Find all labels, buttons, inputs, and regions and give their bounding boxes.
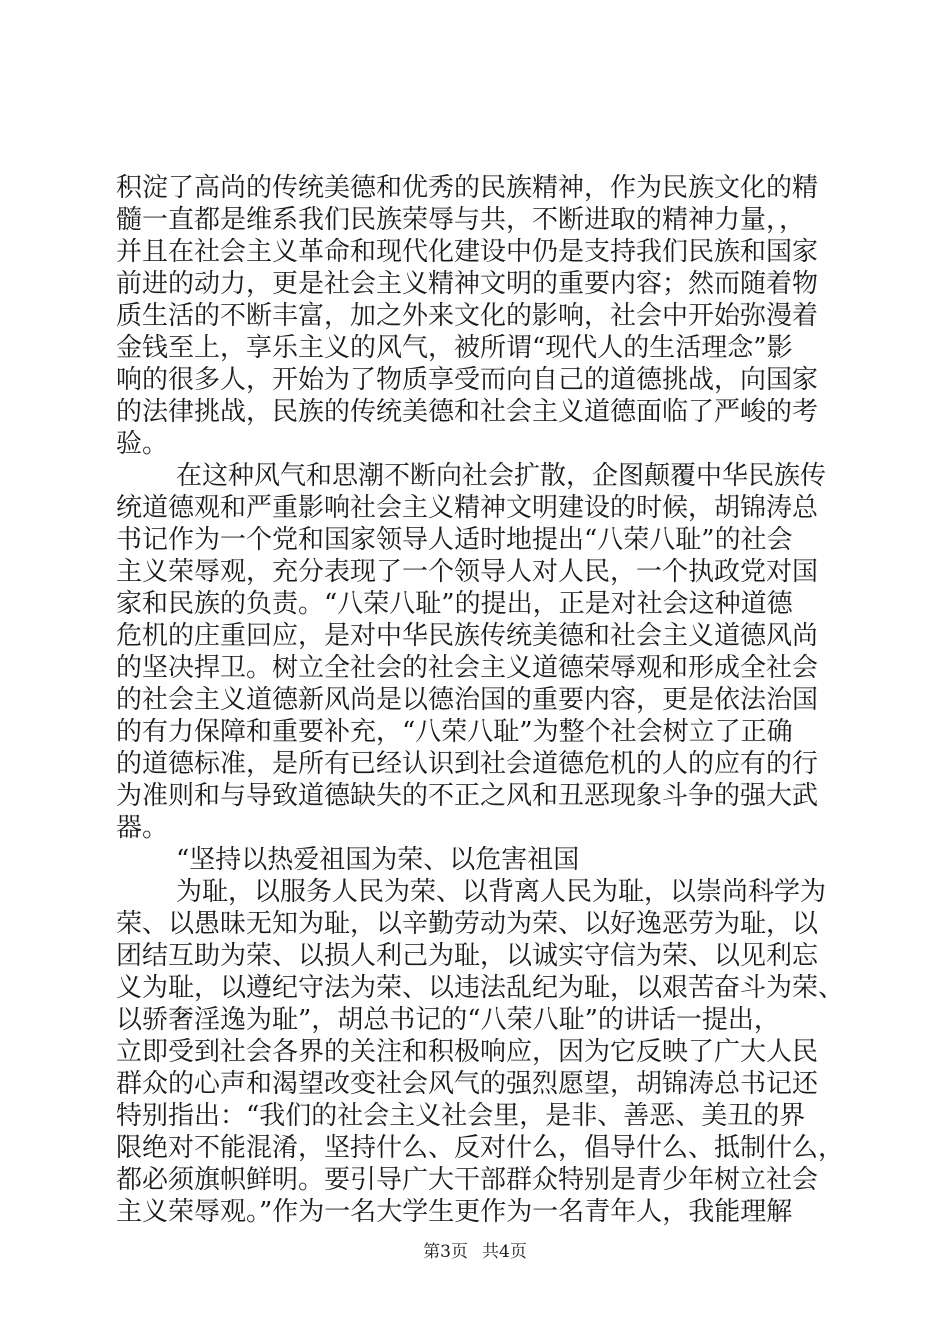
text-line: 积淀了高尚的传统美德和优秀的民族精神，作为民族文化的精 [116, 173, 819, 203]
paragraph-4 [116, 876, 845, 1228]
text-line: 的坚决捍卫。树立全社会的社会主义道德荣辱观和形成全社会 [116, 653, 819, 683]
text-line: 立即受到社会各界的关注和积极响应，因为它反映了广大人民 [116, 1037, 819, 1067]
text-line: 主义荣辱观。”作为一名大学生更作为一名青年人，我能理解 [116, 1197, 793, 1227]
paragraph-2 [116, 460, 836, 844]
text-line: 荣、以愚昧无知为耻，以辛勤劳动为荣、以好逸恶劳为耻，以 [116, 909, 819, 939]
text-line: 髓一直都是维系我们民族荣辱与共，不断进取的精神力量，， [116, 205, 806, 235]
text-line: 团结互助为荣、以损人利己为耻，以诚实守信为荣、以见利忘 [116, 941, 819, 971]
text-line: 的社会主义道德新风尚是以德治国的重要内容，更是依法治国 [116, 685, 819, 715]
text-line: 并且在社会主义革命和现代化建设中仍是支持我们民族和国家 [116, 237, 819, 267]
text-line: 的道德标准，是所有已经认识到社会道德危机的人的应有的行 [116, 749, 819, 779]
text-line: 都必须旗帜鲜明。要引导广大干部群众特别是青少年树立社会 [116, 1165, 819, 1195]
text-line: 为耻，以服务人民为荣、以背离人民为耻，以崇尚科学为 [176, 877, 827, 907]
text-line: 质生活的不断丰富，加之外来文化的影响，社会中开始弥漫着 [116, 301, 819, 331]
text-line: 器。 [116, 813, 169, 843]
document-body [116, 172, 845, 1228]
page-total: 共4页 [482, 1242, 527, 1262]
text-line: 家和民族的负责。“八荣八耻”的提出，正是对社会这种道德 [116, 589, 793, 619]
text-line: 特别指出：“我们的社会主义社会里，是非、善恶、美丑的界 [116, 1101, 806, 1131]
text-line: 前进的动力，更是社会主义精神文明的重要内容；然而随着物 [116, 269, 819, 299]
text-line: 群众的心声和渴望改变社会风气的强烈愿望，胡锦涛总书记还 [116, 1069, 819, 1099]
text-line: 响的很多人，开始为了物质享受而向自己的道德挑战，向国家 [116, 365, 819, 395]
paragraph-3 [116, 844, 836, 876]
text-line: 金钱至上，享乐主义的风气，被所谓“现代人的生活理念”影 [116, 333, 793, 363]
text-line: 书记作为一个党和国家领导人适时地提出“八荣八耻”的社会 [116, 525, 793, 555]
text-line: 为准则和与导致道德缺失的不正之风和丑恶现象斗争的强大武 [116, 781, 819, 811]
text-line: 义为耻，以遵纪守法为荣、以违法乱纪为耻，以艰苦奋斗为荣、 [116, 973, 845, 1003]
page-footer [0, 1240, 950, 1264]
text-line: 主义荣辱观，充分表现了一个领导人对人民，一个执政党对国 [116, 557, 819, 587]
text-line: “坚持以热爱祖国为荣、以危害祖国 [176, 845, 580, 875]
text-line: 限绝对不能混淆，坚持什么、反对什么，倡导什么、抵制什么， [116, 1133, 845, 1163]
text-line: 在这种风气和思潮不断向社会扩散，企图颠覆中华民族传 [176, 461, 827, 491]
page-number: 第3页 [423, 1242, 468, 1262]
text-line: 的有力保障和重要补充，“八荣八耻”为整个社会树立了正确 [116, 717, 793, 747]
text-line: 验。 [116, 429, 169, 459]
text-line: 的法律挑战，民族的传统美德和社会主义道德面临了严峻的考 [116, 397, 819, 427]
text-line: 统道德观和严重影响社会主义精神文明建设的时候，胡锦涛总 [116, 493, 819, 523]
text-line: 以骄奢淫逸为耻”，胡总书记的“八荣八耻”的讲话一提出， [116, 1005, 780, 1035]
text-line: 危机的庄重回应，是对中华民族传统美德和社会主义道德风尚 [116, 621, 819, 651]
paragraph-1 [116, 172, 836, 460]
